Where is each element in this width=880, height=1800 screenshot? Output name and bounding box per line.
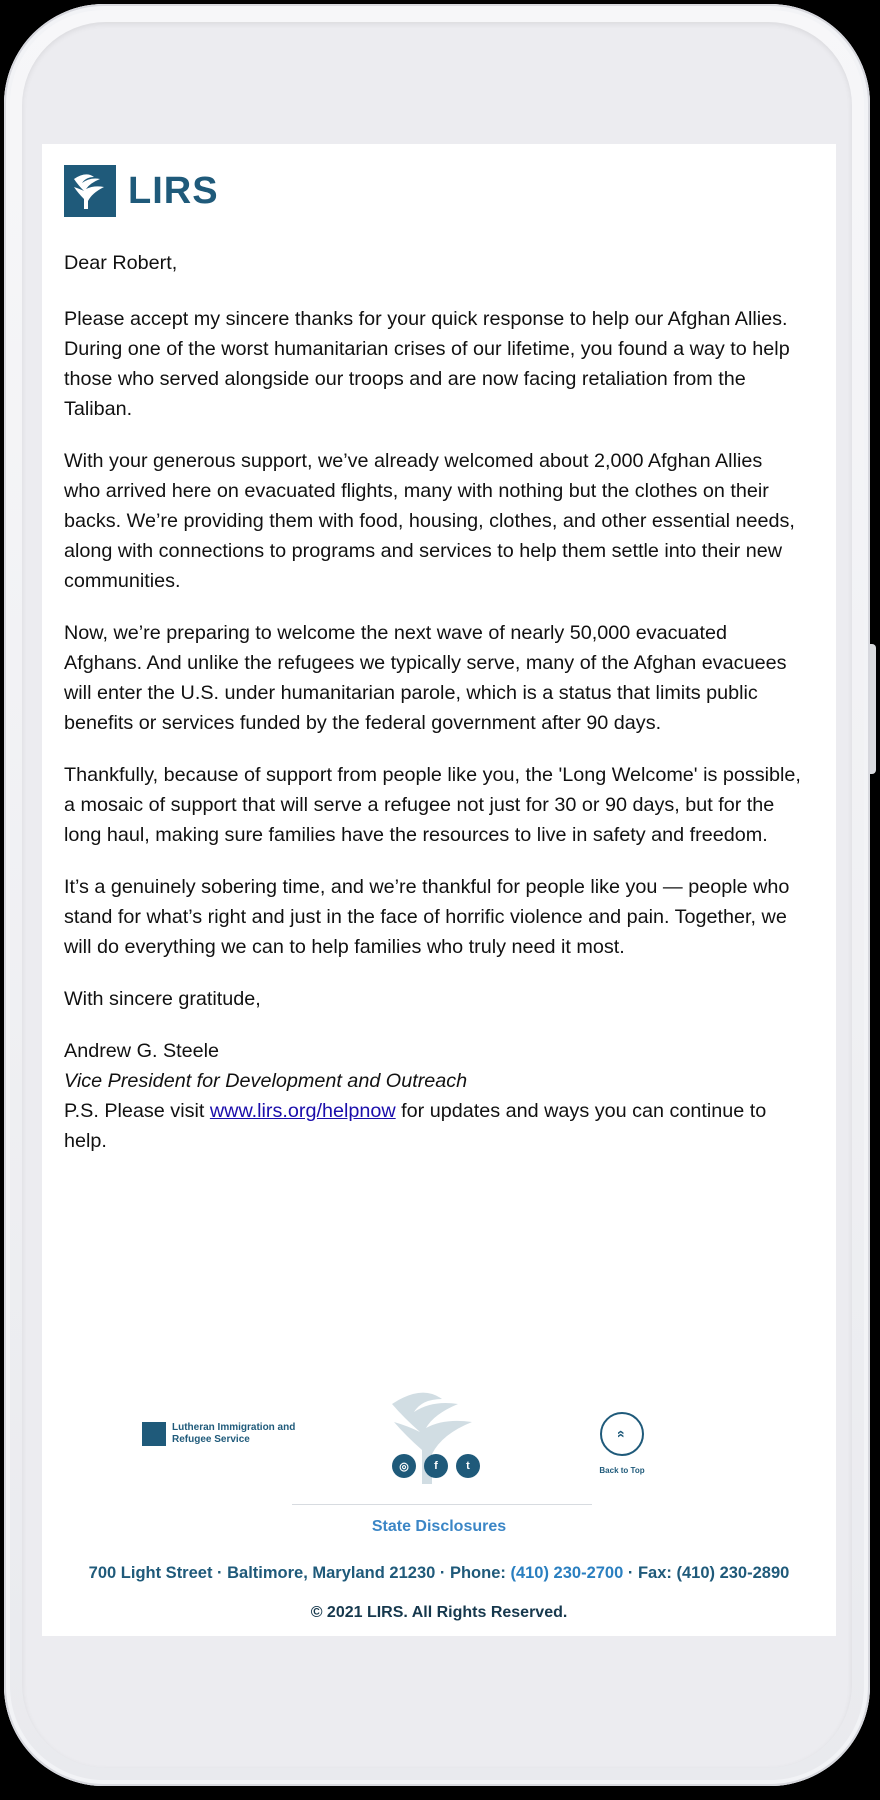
- footer-divider: [292, 1504, 592, 1505]
- signature-title: Vice President for Development and Outreach: [64, 1070, 468, 1092]
- letter-greeting: Dear Robert,: [64, 252, 178, 274]
- signature-name: Andrew G. Steele: [64, 1040, 220, 1062]
- fax-text: · Fax: (410) 230-2890: [623, 1564, 790, 1582]
- postscript-prefix: P.S. Please visit: [64, 1100, 210, 1122]
- chevron-glyph: «: [613, 1430, 630, 1438]
- lirs-flame-icon: [64, 165, 116, 217]
- email-footer: [42, 1354, 836, 1636]
- back-to-top-label: Back to Top: [599, 1466, 645, 1475]
- email-screen: [42, 144, 836, 1636]
- address-text: 700 Light Street · Baltimore, Maryland 21230 · Phone:: [88, 1564, 511, 1582]
- twitter-icon[interactable]: t: [456, 1454, 480, 1478]
- instagram-icon[interactable]: ◎: [392, 1454, 416, 1478]
- brand-name: LIRS: [128, 169, 219, 212]
- letter-paragraph: Now, we’re preparing to welcome the next wave of nearly 50,000 evacuated Afghans. And unlike the refugees we typically serve, many of the Afghan evacuees will enter the U.S. under humanitarian parole, which is a status that limits public benefits or services funded by the federal government after 90 days.: [64, 622, 787, 734]
- letter-paragraph: Please accept my sincere thanks for your quick response to help our Afghan Allies. During one of the worst humanitarian crises of our lifetime, you found a way to help those who served alongside our troops and are now facing retaliation from the Taliban.: [64, 308, 790, 420]
- social-links: [392, 1454, 480, 1478]
- phone-link[interactable]: (410) 230-2700: [510, 1564, 624, 1582]
- back-to-top-button[interactable]: [582, 1412, 662, 1475]
- state-disclosures-link[interactable]: State Disclosures: [371, 1518, 507, 1535]
- phone-side-button: [870, 644, 876, 774]
- chevron-up-icon: [600, 1412, 644, 1456]
- lirs-logo[interactable]: [64, 164, 219, 218]
- facebook-icon[interactable]: f: [424, 1454, 448, 1478]
- copyright: © 2021 LIRS. All Rights Reserved.: [310, 1604, 568, 1621]
- org-name: Lutheran Immigration and Refugee Service: [172, 1422, 296, 1445]
- postscript: [64, 1096, 804, 1156]
- letter-closing: With sincere gratitude,: [64, 988, 261, 1010]
- signature-block: [64, 1036, 804, 1156]
- footer-org-logo[interactable]: [142, 1422, 302, 1446]
- helpnow-link[interactable]: www.lirs.org/helpnow: [209, 1100, 396, 1122]
- letter-paragraph: It’s a genuinely sobering time, and we’re thankful for people like you — people who stand for what’s right and just in the face of horrific violence and pain. Together, we will do everything we can to help families who truly need it most.: [64, 876, 790, 958]
- letter-paragraph: Thankfully, because of support from people like you, the 'Long Welcome' is possible, a mosaic of support that will serve a refugee not just for 30 or 90 days, but for the long haul, making sure families have the resources to live in safety and freedom.: [64, 764, 801, 846]
- postscript-suffix: for updates and ways you can continue to help.: [64, 1100, 767, 1152]
- letter-paragraph: With your generous support, we’ve already welcomed about 2,000 Afghan Allies who arrived here on evacuated flights, many with nothing but the clothes on their backs. We’re providing them with food, housing, clothes, and other essential needs, along with connections to programs and services to help them settle into their new communities.: [64, 450, 795, 592]
- lirs-mini-icon: [142, 1422, 166, 1446]
- letter-body: [64, 248, 804, 1156]
- footer-address: [42, 1564, 836, 1583]
